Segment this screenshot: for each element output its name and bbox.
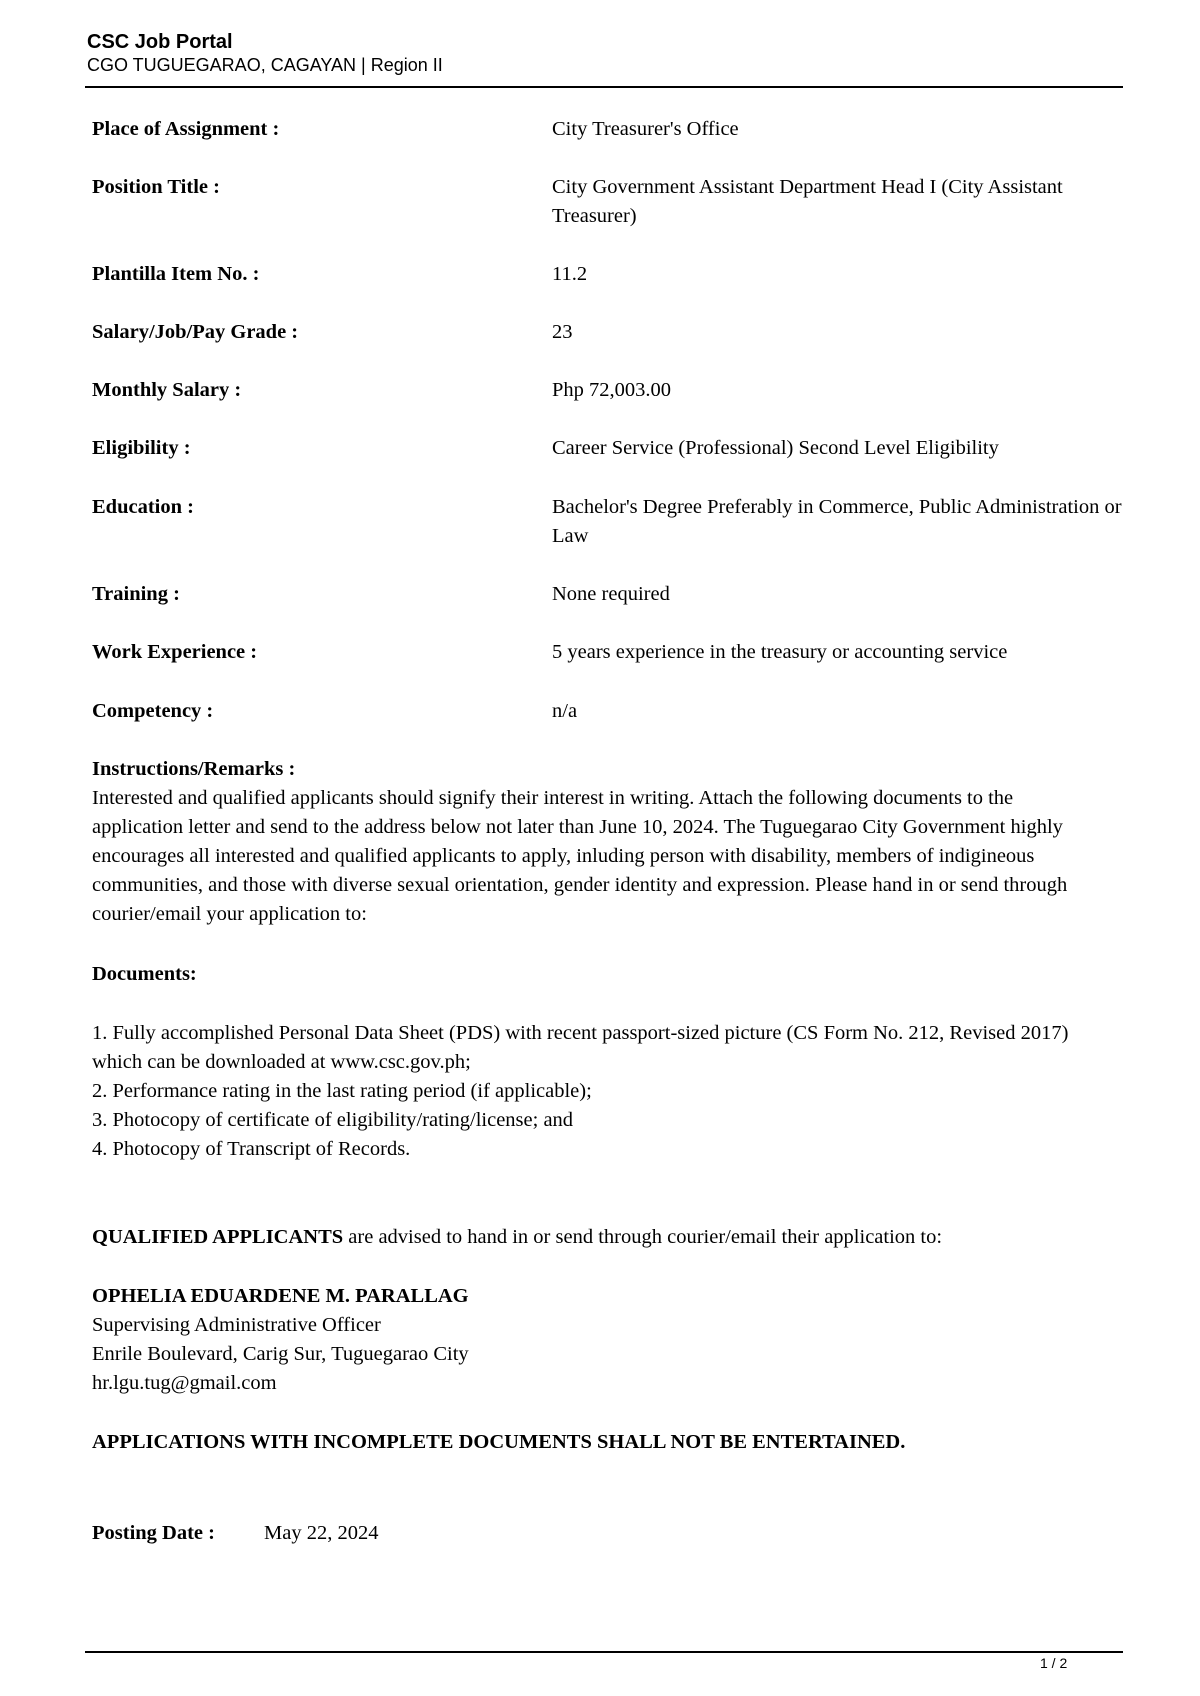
posting-date-value: May 22, 2024 xyxy=(264,1522,379,1544)
list-item: 2. Performance rating in the last rating period (if applicable); xyxy=(92,1080,592,1102)
contact-title: Supervising Administrative Officer xyxy=(92,1314,381,1336)
contact-email: hr.lgu.tug@gmail.com xyxy=(92,1372,277,1394)
instructions-label: Instructions/Remarks : xyxy=(92,758,296,780)
field-value: Php 72,003.00 xyxy=(552,379,672,401)
contact-name: OPHELIA EDUARDENE M. PARALLAG xyxy=(92,1285,469,1307)
field-label: Training : xyxy=(92,583,180,605)
field-value: None required xyxy=(552,583,670,605)
field-value: Bachelor's Degree Preferably in Commerce, Public Administration or Law xyxy=(552,496,1122,547)
instructions-text: Interested and qualified applicants should signify their interest in writing. Attach the following documents to the application letter and send to the address below not later than June 10, 2024. The Tuguegarao City Government highly encourages all interested and qualified applicants to apply, inluding person with disability, members of indigineous communities, and those with diverse sexual orientation, gender identity and expression. Please hand in or send through courier/email your application to: xyxy=(92,787,1068,925)
field-value: City Government Assistant Department Head I (City Assistant Treasurer) xyxy=(552,176,1063,227)
list-item: 3. Photocopy of certificate of eligibility/rating/license; and xyxy=(92,1109,574,1131)
qualified-applicants-emphasis: QUALIFIED APPLICANTS xyxy=(92,1226,344,1248)
portal-name: CSC Job Portal xyxy=(87,31,233,53)
instructions-section xyxy=(92,755,1092,929)
field-value: City Treasurer's Office xyxy=(552,118,739,140)
field-value: 5 years experience in the treasury or accounting service xyxy=(552,641,1008,663)
qualified-applicants-text: are advised to hand in or send through courier/email their application to: xyxy=(343,1226,943,1248)
field-label: Competency : xyxy=(92,700,214,722)
field-label: Position Title : xyxy=(92,176,220,198)
page-header xyxy=(87,30,1121,76)
field-value: n/a xyxy=(552,700,578,722)
page-number: 1 / 2 xyxy=(1040,1655,1068,1671)
office-name: CGO TUGUEGARAO, CAGAYAN | Region II xyxy=(87,55,443,75)
field-label: Work Experience : xyxy=(92,641,258,663)
field-label: Education : xyxy=(92,496,194,518)
list-item: 1. Fully accomplished Personal Data Sheet (PDS) with recent passport-sized picture (CS Form No. 212, Revised 2017) which can be downloaded at www.csc.gov.ph; xyxy=(92,1022,1069,1073)
header-divider xyxy=(85,86,1123,88)
documents-label: Documents: xyxy=(92,963,197,985)
incomplete-documents-warning: APPLICATIONS WITH INCOMPLETE DOCUMENTS SHALL NOT BE ENTERTAINED. xyxy=(92,1431,906,1453)
list-item: 4. Photocopy of Transcript of Records. xyxy=(92,1138,411,1160)
field-value: 11.2 xyxy=(552,263,588,285)
field-value: Career Service (Professional) Second Level Eligibility xyxy=(552,437,999,459)
field-label: Monthly Salary : xyxy=(92,379,242,401)
footer-divider xyxy=(85,1651,1123,1653)
contact-address: Enrile Boulevard, Carig Sur, Tuguegarao City xyxy=(92,1343,469,1365)
qualified-applicants-note xyxy=(92,1223,1092,1252)
field-label: Place of Assignment : xyxy=(92,118,280,140)
field-label: Eligibility : xyxy=(92,437,191,459)
posting-date-label: Posting Date : xyxy=(92,1522,215,1544)
documents-list xyxy=(92,1019,1092,1164)
contact-block xyxy=(92,1282,1092,1398)
field-value: 23 xyxy=(552,321,573,343)
field-label: Plantilla Item No. : xyxy=(92,263,260,285)
field-label: Salary/Job/Pay Grade : xyxy=(92,321,299,343)
